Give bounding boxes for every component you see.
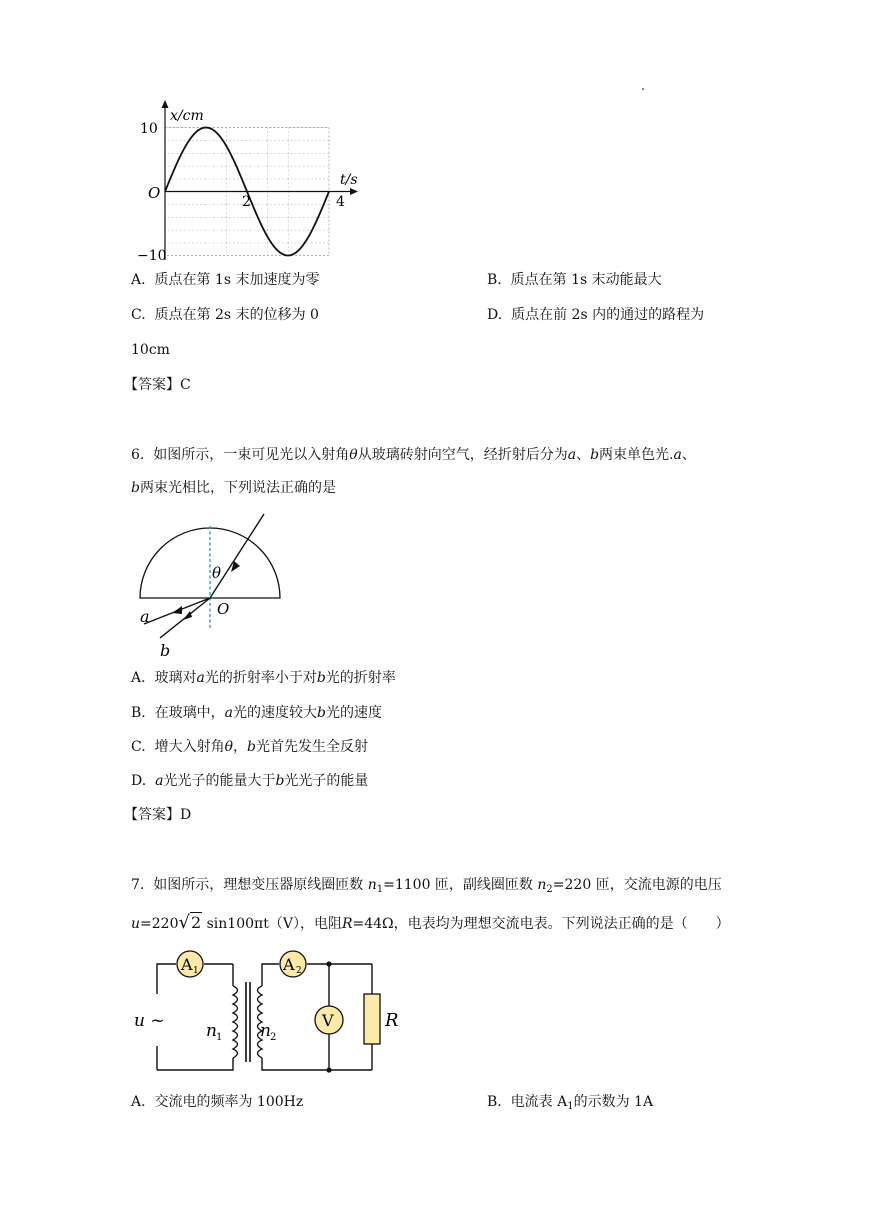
answer-value: D — [180, 807, 192, 823]
q5-option-c — [131, 306, 319, 324]
q5-answer — [124, 376, 191, 394]
label-a: a — [140, 607, 150, 626]
refraction-figure — [130, 510, 295, 660]
secondary-wire-top-left — [262, 964, 279, 986]
option-letter: A. — [131, 272, 146, 288]
option-letter: D. — [487, 307, 503, 323]
sqrt-symbol: √ — [178, 912, 190, 933]
sqrt-arg: 2 — [190, 913, 202, 932]
answer-label: 【答案】 — [124, 377, 180, 393]
primary-coil — [233, 986, 238, 1058]
label-u: u ~ — [134, 1011, 165, 1031]
label-R: R — [385, 1010, 399, 1031]
question-number: 7. — [131, 877, 145, 893]
label-n2: n — [260, 1021, 271, 1041]
label-b: b — [160, 641, 171, 660]
option-letter: B. — [487, 272, 502, 288]
secondary-wire-bottom — [262, 1058, 372, 1070]
label-n1: n — [206, 1021, 217, 1041]
stray-dot — [642, 88, 644, 90]
ammeter-a1-label: A — [181, 955, 193, 974]
option-text: 质点在前 2s 内的通过的路程为 — [511, 307, 705, 323]
tick-y-10: 10 — [140, 121, 158, 137]
answer-value: C — [180, 377, 191, 393]
label-n2-sub: 2 — [270, 1032, 277, 1043]
x-axis-arrow — [350, 188, 358, 195]
option-text: 质点在第 1s 末动能最大 — [510, 272, 662, 288]
transformer-circuit — [130, 948, 399, 1083]
primary-wire-bottom — [157, 1058, 233, 1070]
label-theta: θ — [212, 564, 222, 582]
tick-x-4: 4 — [336, 194, 345, 210]
tick-x-2: 2 — [242, 194, 251, 210]
resistor — [364, 994, 380, 1044]
q6-stem-line1: 6. 如图所示，一束可见光以入射角θ从玻璃砖射向空气，经折射后分为a、b两束单色光.a、 — [131, 447, 696, 463]
label-O: O — [217, 600, 230, 618]
ray-b-arrow — [183, 611, 192, 620]
ray-a-arrow — [172, 606, 182, 614]
answer-label: 【答案】 — [124, 807, 180, 823]
q7-stem-line2: u=220√2 sin100πt（V），电阻R=44Ω，电表均为理想交流电表。下列说法正确的是（ ） — [131, 912, 730, 933]
q6-answer — [124, 806, 191, 824]
label-n1-sub: 1 — [216, 1032, 223, 1043]
voltmeter-label: V — [322, 1011, 334, 1030]
primary-wire-top — [157, 964, 176, 994]
option-text: 质点在第 1s 末加速度为零 — [154, 272, 320, 288]
incident-ray — [210, 514, 264, 598]
q7-option-b: B. 电流表 $A_1$的示数为 1A — [487, 1094, 654, 1112]
y-axis-label: x/cm — [170, 108, 204, 124]
q7-stem-line1: 7. 如图所示，理想变压器原线圈匝数 $n_1=1100$ 匝，副线圈匝数 $n_2=220$ 匝，交流电源的电压 — [131, 877, 722, 895]
question-number: 6. — [131, 447, 145, 463]
tick-y-neg10: −10 — [137, 248, 167, 264]
option-text: 质点在第 2s 末的位移为 0 — [154, 307, 319, 323]
ammeter-a1-sub: 1 — [193, 966, 199, 976]
ammeter-a2-sub: 2 — [296, 966, 302, 976]
q6-option-d: D. a光光子的能量大于b光光子的能量 — [131, 773, 369, 789]
q6-option-b: B. 在玻璃中，a光的速度较大b光的速度 — [131, 705, 382, 721]
q6-option-a: A. 玻璃对a光的折射率小于对b光的折射率 — [131, 670, 396, 686]
displacement-time-graph — [137, 100, 370, 265]
junction-top — [326, 961, 331, 966]
q5-option-b — [487, 271, 662, 289]
q5-option-a — [131, 271, 319, 289]
junction-bottom — [326, 1067, 331, 1072]
ammeter-a2-label: A — [283, 955, 295, 974]
x-axis-label: t/s — [340, 172, 358, 188]
q5-option-d-wrap: 10cm — [131, 342, 170, 358]
y-axis-arrow — [162, 100, 169, 108]
option-letter: C. — [131, 307, 146, 323]
q6-option-c: C. 增大入射角θ，b光首先发生全反射 — [131, 739, 368, 755]
q6-stem-line2: b两束光相比，下列说法正确的是 — [131, 480, 336, 496]
q7-option-a: A. 交流电的频率为 100Hz — [131, 1094, 304, 1110]
q5-option-d — [487, 306, 704, 324]
origin-label: O — [148, 184, 161, 202]
